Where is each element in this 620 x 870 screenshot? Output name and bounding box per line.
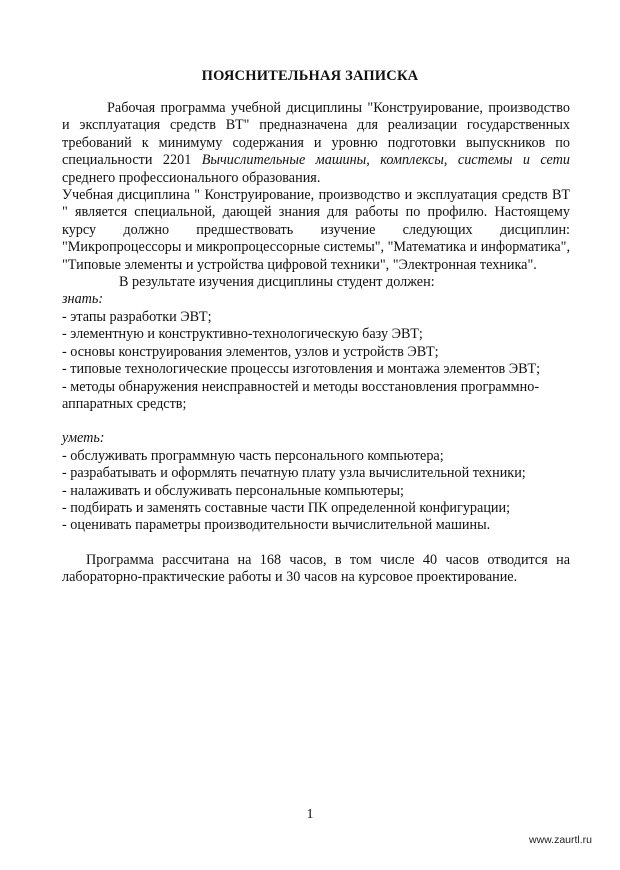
intro-paragraph	[62, 100, 570, 187]
intro-text: Рабочая программа учебной дисциплины "Конструирование, производство и эксплуатация средств ВТ" предназначена для реализации государственных требований к минимуму содержания и уровню подготовки выпускников по специальности 2201	[62, 100, 570, 169]
skill-list	[62, 448, 570, 535]
list-item: - основы конструирования элементов, узлов и устройств ЭВТ;	[62, 343, 439, 360]
skill-label: уметь:	[62, 430, 105, 447]
list-item: - элементную и конструктивно-технологическую базу ЭВТ;	[62, 326, 423, 343]
list-item: - подбирать и заменять составные части ПК определенной конфигурации;	[62, 499, 511, 516]
list-item: - методы обнаружения неисправностей и методы восстановления программно-аппаратных средств;	[62, 378, 540, 412]
list-item: - налаживать и обслуживать персональные компьютеры;	[62, 482, 404, 499]
specialty-name: Вычислительные машины, комплексы, системы и сети	[201, 152, 570, 169]
hours-paragraph: Программа рассчитана на 168 часов, в том числе 40 часов отводится на лабораторно-практические работы и 30 часов на курсовое проектирование.	[62, 551, 570, 586]
site-watermark: www.zaurtl.ru	[528, 834, 592, 846]
outcomes-intro: В результате изучения дисциплины студент должен:	[119, 274, 435, 291]
know-label: знать:	[62, 291, 104, 308]
prerequisites-paragraph: Учебная дисциплина " Конструирование, производство и эксплуатация средств ВТ " является специальной, дающей знания для работы по профилю. Настоящему курсу должно предшествовать изучение следующих дисциплин: "Микропроцессоры и микропроцессорные системы", "Математика и информатика", "Типовые элементы и устройства цифровой техники", "Электронная техника".	[62, 187, 570, 273]
list-item: - обслуживать программную часть персонального компьютера;	[62, 447, 444, 464]
know-list	[62, 309, 570, 413]
document-body	[62, 100, 570, 587]
list-item: - оценивать параметры производительности вычислительной машины.	[62, 517, 491, 534]
list-item: - разрабатывать и оформлять печатную плату узла вычислительной техники;	[62, 465, 526, 482]
list-item: - типовые технологические процессы изготовления и монтажа элементов ЭВТ;	[62, 361, 541, 378]
intro-text-end: среднего профессионального образования.	[62, 169, 321, 186]
list-item: - этапы разработки ЭВТ;	[62, 308, 212, 325]
page-title: ПОЯСНИТЕЛЬНАЯ ЗАПИСКА	[201, 68, 419, 84]
page-number: 1	[306, 807, 314, 822]
